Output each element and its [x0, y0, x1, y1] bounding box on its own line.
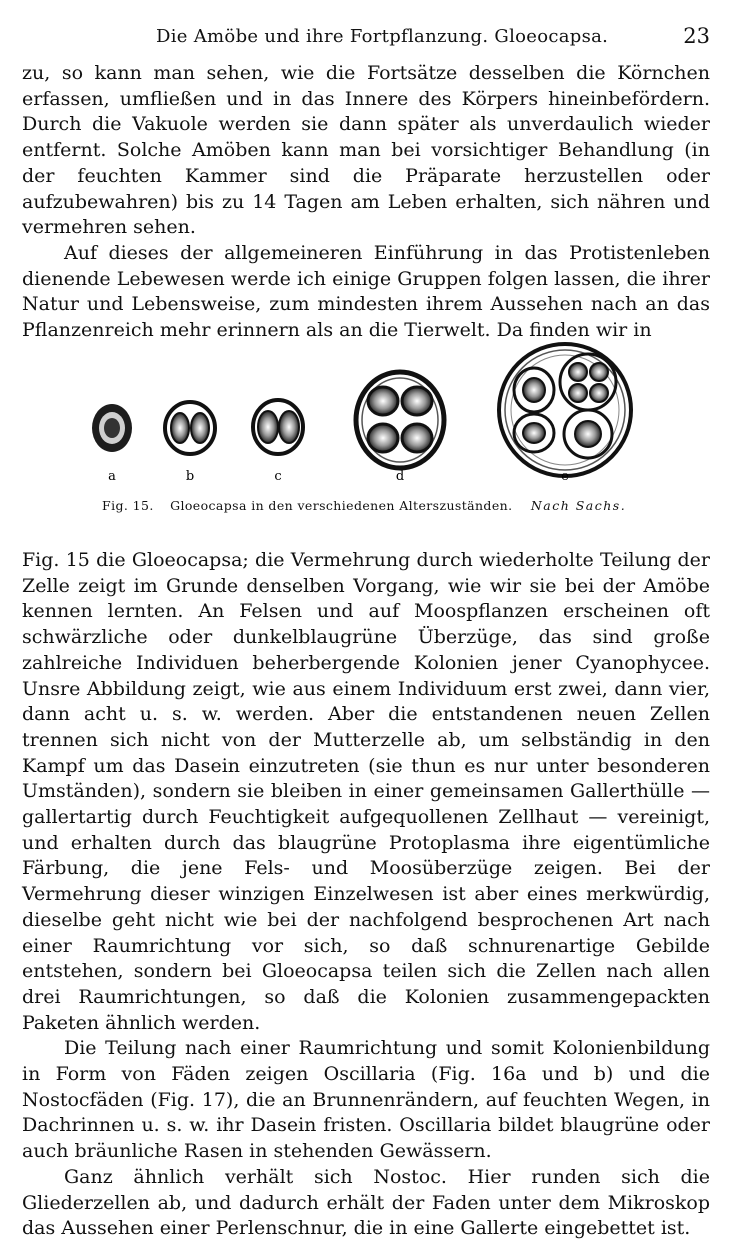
gloeocapsa-illustration [22, 330, 710, 490]
running-header [22, 18, 710, 58]
label-c: c [274, 469, 282, 484]
caption-figure-number: Fig. 15. [102, 498, 154, 513]
stage-b-two-cells [165, 402, 215, 454]
paragraph: zu, so kann man sehen, wie die Fortsätze desselben die Körnchen erfassen, umfließen und in das Innere des Körpers hineinbefördern. Durch die Vakuole werden sie dann später als unverdaulich wieder entfernt. Solche Amöben kann man bei vorsichtiger Behandlung (in der feuchten Kammer sind die Präparate herzustellen oder aufzubewahren) bis zu 14 Tagen am Leben erhalten, sich nähren und vermehren sehen. [22, 62, 710, 239]
page-number: 23 [683, 24, 710, 48]
paragraph: Ganz ähnlich verhält sich Nostoc. Hier runden sich die Gliederzellen ab, und dadurch erhält der Faden unter dem Mikroskop das Aussehen einer Perlenschnur, die in eine Gallerte eingebettet ist. [22, 1165, 710, 1240]
stage-e-colony [499, 344, 631, 476]
stage-d-four-cells [356, 372, 444, 468]
label-a: a [108, 469, 116, 484]
label-e: e [561, 469, 569, 484]
label-d: d [395, 469, 405, 484]
caption-author: Nach Sachs. [530, 498, 627, 513]
figure-caption [102, 498, 626, 513]
text-block-bottom [22, 548, 710, 1242]
running-title: Die Amöbe und ihre Fortpflanzung. Gloeocapsa. [156, 26, 609, 47]
text-block-top [22, 61, 710, 344]
figure-15 [22, 330, 710, 535]
stage-a-cell [92, 404, 132, 452]
paragraph: Auf dieses der allgemeineren Einführung in das Protistenleben dienende Lebewesen werde ich einige Gruppen folgen lassen, die ihrer Natur und Lebensweise, zum mindesten ihrem Aussehen nach an das Pflanzenreich mehr erinnern als an die Tierwelt. Da finden wir in [22, 241, 710, 342]
paragraph: Fig. 15 die Gloeocapsa; die Vermehrung durch wiederholte Teilung der Zelle zeigt im Grunde denselben Vorgang, wie wir sie bei der Amöbe kennen lernten. An Felsen und auf Moospflanzen erscheinen oft schwärzliche oder dunkelblaugrüne Überzüge, das sind große zahlreiche Individuen beherbergende Kolonien jener Cyanophycee. Unsre Abbildung zeigt, wie aus einem Individuum erst zwei, dann vier, dann acht u. s. w. werden. Aber die entstandenen neuen Zellen trennen sich nicht von der Mutterzelle ab, um selbständig in den Kampf um das Dasein einzutreten (sie thun es nur unter besonderen Umständen), sondern sie bleiben in einer gemeinsamen Gallerthülle — gallertartig durch Feuchtigkeit aufgequollenen Zellhaut — vereinigt, und erhalten durch das blaugrüne Protoplasma ihre eigentümliche Färbung, die jene Fels- und Moosüberzüge zeigen. Bei der Vermehrung dieser winzigen Einzelwesen ist aber eines merkwürdig, dieselbe geht nicht wie bei der nachfolgend besprochenen Art nach einer Raumrichtung vor sich, so daß schnurenartige Gebilde entstehen, sondern bei Gloeocapsa teilen sich die Zellen nach allen drei Raumrichtungen, so daß die Kolonien zusammengepackten Paketen ähnlich werden. [22, 549, 710, 1034]
paragraph: Die Teilung nach einer Raumrichtung und somit Kolonienbildung in Form von Fäden zeigen Oscillaria (Fig. 16a und b) und die Nostocfäden (Fig. 17), die an Brunnenrändern, auf feuchten Wegen, in Dachrinnen u. s. w. ihr Dasein fristen. Oscillaria bildet blaugrüne oder auch bräunliche Rasen in stehenden Gewässern. [22, 1037, 710, 1163]
caption-text: Gloeocapsa in den verschiedenen Alterszuständen. [170, 498, 513, 513]
stage-c-two-cells [253, 400, 303, 454]
label-b: b [185, 469, 195, 484]
